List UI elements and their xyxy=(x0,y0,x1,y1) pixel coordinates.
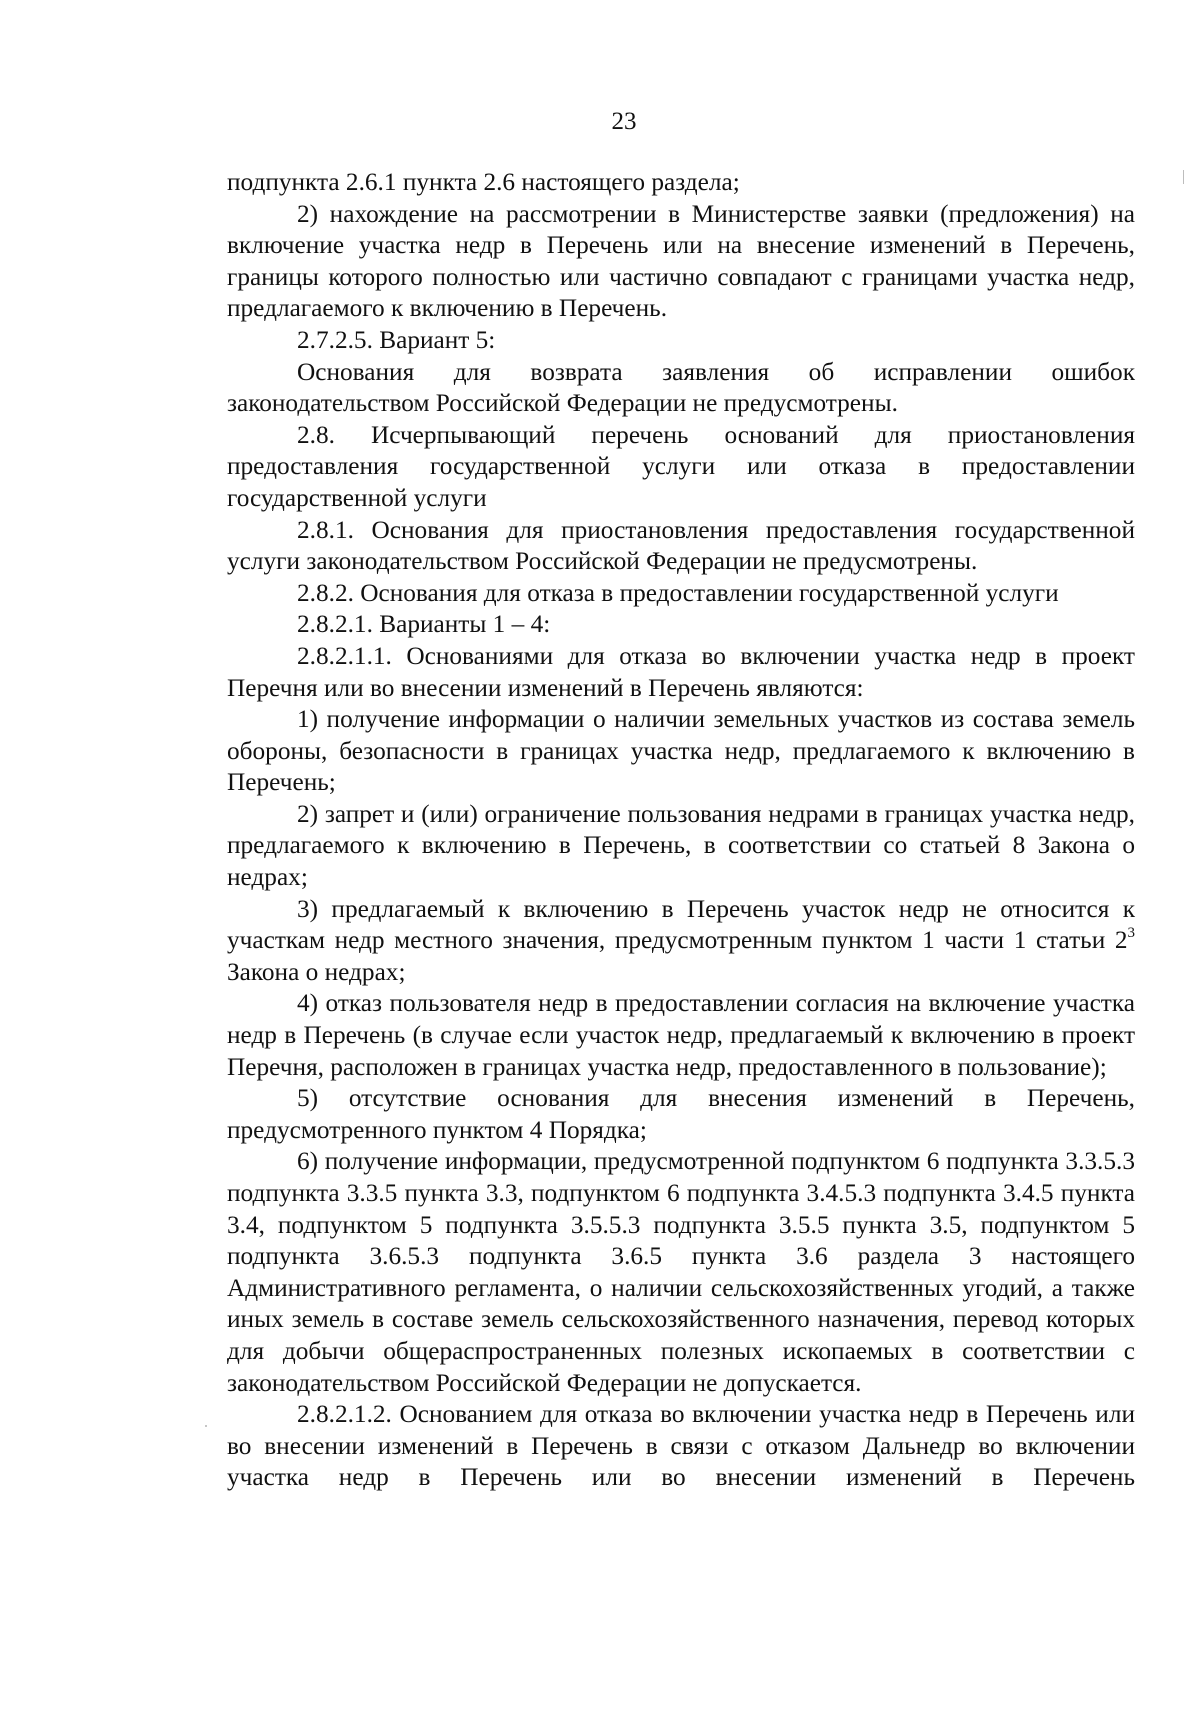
list-item-2-prohibition: 2) запрет и (или) ограничение пользования недрами в границах участка недр, предлагаемого к включению в Перечень, в соответствии со статьей 8 Закона о недрах; xyxy=(227,799,1135,892)
list-item-3-text-end: Закона о недрах; xyxy=(227,957,406,986)
list-item-5: 5) отсутствие основания для внесения изменений в Перечень, предусмотренного пунктом 4 Порядка; xyxy=(227,1084,1135,1144)
list-item-6: 6) получение информации, предусмотренной подпунктом 6 подпункта 3.3.5.3 подпункта 3.3.5 пункта 3.3, подпунктом 6 подпункта 3.4.5.3 подпункта 3.4.5 пункта 3.4, подпунктом 5 подпункта 3.5.5.3 подпункта 3.5.5 пункта 3.5, подпунктом 5 подпункта 3.6.5.3 подпункта 3.6.5 пункта 3.6 раздела 3 настоящего Административного регламента, о наличии сельскохозяйственных угодий, а также иных земель в составе земель сельскохозяйственного назначения, перевод которых для добычи общераспространенных полезных ископаемых в соответствии с законодательством Российской Федерации не допускается. xyxy=(227,1147,1135,1397)
subsection-heading-2-7-2-5: 2.7.2.5. Вариант 5: xyxy=(297,325,496,354)
list-item-4: 4) отказ пользователя недр в предоставлении согласия на включение участка недр в Перечень (в случае если участок недр, предлагаемый к включению в проект Перечня, расположен в границах участка недр, предоставленного в пользование); xyxy=(227,989,1135,1081)
paragraph-2-8-1: 2.8.1. Основания для приостановления предоставления государственной услуги законодательством Российской Федерации не предусмотрены. xyxy=(227,515,1135,576)
superscript: 3 xyxy=(1127,924,1135,941)
list-item-1: 1) получение информации о наличии земельных участков из состава земель обороны, безопасности в границах участка недр, предлагаемого к включению в Перечень; xyxy=(227,705,1135,797)
list-item-3 xyxy=(227,894,1135,989)
list-item-2: 2) нахождение на рассмотрении в Министерстве заявки (предложения) на включение участка недр в Перечень или на внесение изменений в Перечень, границы которого полностью или частично совпадают с границами участка недр, предлагаемого к включению в Перечень. xyxy=(227,199,1135,323)
paragraph-2-8-2-1-1: 2.8.2.1.1. Основаниями для отказа во включении участка недр в проект Перечня или во внесении изменений в Перечень являются: xyxy=(227,641,1135,702)
margin-mark xyxy=(1183,170,1184,184)
page-number: 23 xyxy=(611,108,637,135)
paragraph-2-8-2-1-2: 2.8.2.1.2. Основанием для отказа во включении участка недр в Перечень или во внесении изменений в Перечень в связи с отказом Дальнедр во включении участка недр в Перечень или во внесении изменений в Перечень xyxy=(227,1400,1135,1492)
paragraph-return-grounds: Основания для возврата заявления об исправлении ошибок законодательством Российской Федерации не предусмотрены. xyxy=(227,357,1135,418)
section-heading-2-8: 2.8. Исчерпывающий перечень оснований для приостановления предоставления государственной услуги или отказа в предоставлении государственной услуги xyxy=(227,420,1135,512)
margin-speck xyxy=(205,1425,207,1427)
paragraph-2-8-2: 2.8.2. Основания для отказа в предоставлении государственной услуги xyxy=(297,578,1059,607)
subsection-heading-2-8-2-1: 2.8.2.1. Варианты 1 – 4: xyxy=(297,610,551,639)
document-body xyxy=(227,167,1135,1494)
list-item-3-text: 3) предлагаемый к включению в Перечень участок недр не относится к участкам недр местного значения, предусмотренным пунктом 1 части 1 статьи 2 xyxy=(227,894,1135,955)
paragraph-continuation: подпункта 2.6.1 пункта 2.6 настоящего раздела; xyxy=(227,168,740,196)
